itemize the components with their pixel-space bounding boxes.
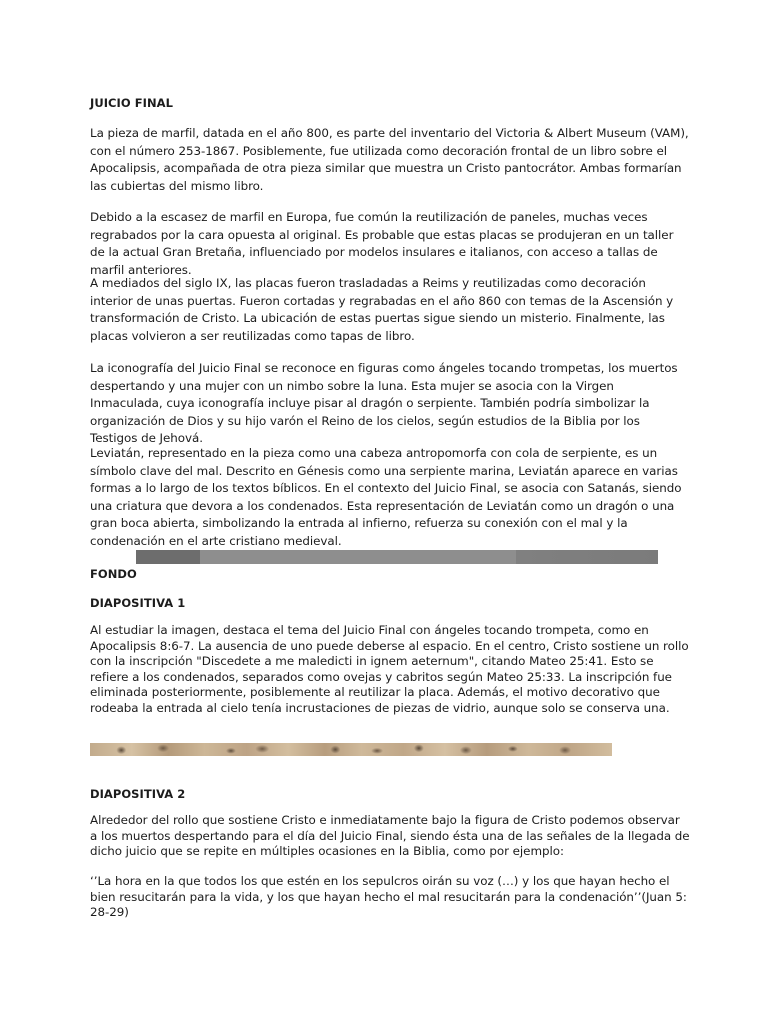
ivory-carving-image-strip [90,743,612,756]
quote-juan-5: ‘’La hora en la que todos los que estén en los sepulcros oirán su voz (…) y los que hayan hecho el bien resucitarán para la vida, y los que hayan hecho el mal resucitarán para la condenación’’(Juan 5: 28-29) [90,874,687,919]
paragraph-diapositiva-2: Alrededor del rollo que sostiene Cristo e inmediatamente bajo la figura de Cristo podemos observar a los muertos despertando para el día del Juicio Final, siendo ésta una de las señales de la llegada de dicho juicio que se repite en múltiples ocasiones en la Biblia, como por ejemplo: [90,813,690,858]
heading-fondo: FONDO [90,567,137,581]
paragraph-intro: La pieza de marfil, datada en el año 800, es parte del inventario del Victoria & Albert Museum (VAM), con el número 253-1867. Posiblemente, fue utilizada como decoración frontal de un libro sobre el Apocalipsis, acompañada de otra pieza similar que muestra un Cristo pantocrátor. Ambas formarían las cubiertas del mismo libro. [90,126,689,193]
paragraph-reims: A mediados del siglo IX, las placas fueron trasladadas a Reims y reutilizadas como decoración interior de unas puertas. Fueron cortadas y regrabadas en el año 860 con temas de la Ascensión y transformación de Cristo. La ubicación de estas puertas sigue siendo un misterio. Finalmente, las placas volvieron a ser reutilizadas como tapas de libro. [90,276,674,343]
heading-diapositiva-1: DIAPOSITIVA 1 [90,596,186,610]
heading-juicio-final: JUICIO FINAL [90,96,173,110]
paragraph-iconografia: La iconografía del Juicio Final se reconoce en figuras como ángeles tocando trompetas, los muertos despertando y una mujer con un nimbo sobre la luna. Esta mujer se asocia con la Virgen Inmaculada, cuya iconografía incluye pisar al dragón o serpiente. También podría simbolizar la organización de Dios y su hijo varón el Reino de los cielos, según estudios de la Biblia por los Testigos de Jehová. [90,361,678,445]
divider-bar [136,550,658,564]
heading-diapositiva-2: DIAPOSITIVA 2 [90,787,186,801]
paragraph-leviatan: Leviatán, representado en la pieza como una cabeza antropomorfa con cola de serpiente, es un símbolo clave del mal. Descrito en Génesis como una serpiente marina, Leviatán aparece en varias formas a lo largo de los textos bíblicos. En el contexto del Juicio Final, se asocia con Satanás, siendo una criatura que devora a los condenados. Esta representación de Leviatán como un dragón o una gran boca abierta, simbolizando la entrada al infierno, refuerza su conexión con el mal y la condenación en el arte cristiano medieval. [90,446,682,548]
paragraph-diapositiva-1: Al estudiar la imagen, destaca el tema del Juicio Final con ángeles tocando trompeta, como en Apocalipsis 8:6-7. La ausencia de uno puede deberse al espacio. En el centro, Cristo sostiene un rollo con la inscripción "Discedete a me maledicti in ignem aeternum", citando Mateo 25:41. Esto se refiere a los condenados, separados como ovejas y cabritos según Mateo 25:33. La inscripción fue eliminada posteriormente, posiblemente al reutilizar la placa. Además, el motivo decorativo que rodeaba la entrada al cielo tenía incrustaciones de piezas de vidrio, aunque solo se conserva una. [90,623,689,715]
paragraph-reutilizacion: Debido a la escasez de marfil en Europa, fue común la reutilización de paneles, muchas veces regrabados por la cara opuesta al original. Es probable que estas placas se produjeran en un taller de la actual Gran Bretaña, influenciado por modelos insulares e italianos, con acceso a tallas de marfil anteriores. [90,210,674,277]
